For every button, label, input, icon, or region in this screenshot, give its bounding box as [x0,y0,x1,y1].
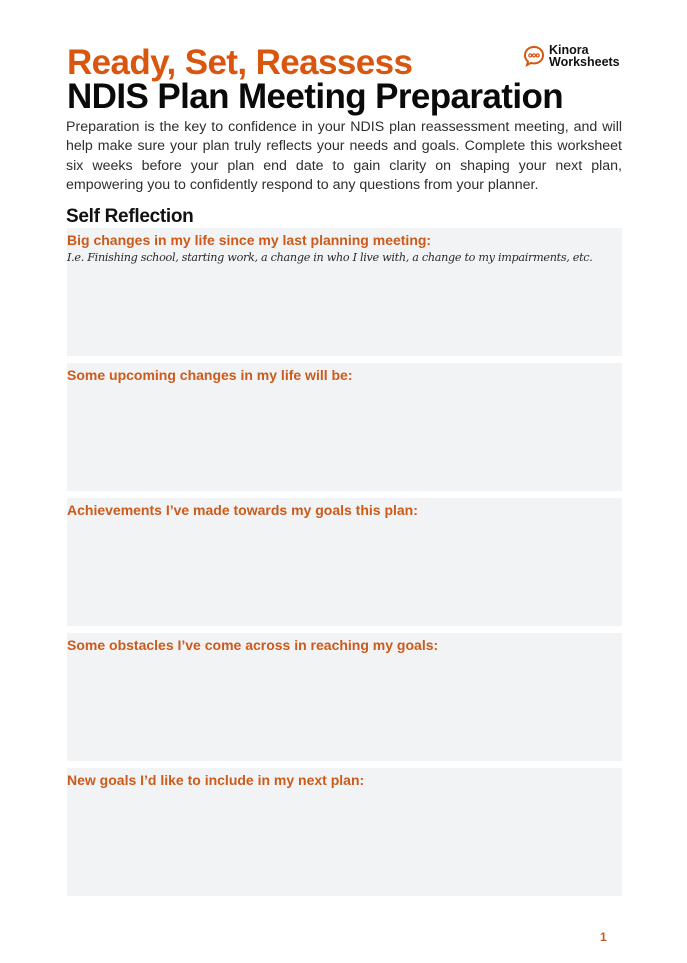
box-label: Achievements I’ve made towards my goals this plan: [67,502,418,518]
answer-box-obstacles[interactable] [67,633,622,761]
speech-bubble-icon [523,45,545,67]
answer-box-life-changes[interactable] [67,228,622,356]
page-number: 1 [600,930,607,944]
box-label: Some obstacles I’ve come across in reaching my goals: [67,637,439,653]
box-label: Some upcoming changes in my life will be: [67,367,353,383]
box-label: New goals I’d like to include in my next plan: [67,772,365,788]
answer-box-new-goals[interactable] [67,768,622,896]
answer-box-achievements[interactable] [67,498,622,626]
section-title: Self Reflection [66,206,194,227]
worksheet-subtitle: NDIS Plan Meeting Preparation [67,77,564,116]
worksheet-title: Ready, Set, Reassess [67,43,413,82]
logo-wordmark [549,44,620,68]
kinora-logo [523,44,620,68]
answer-box-upcoming-changes[interactable] [67,363,622,491]
logo-line-2: Worksheets [549,55,620,69]
logo-line-1: Kinora [549,43,589,57]
box-label: Big changes in my life since my last planning meeting: [67,232,432,248]
intro-paragraph: Preparation is the key to confidence in your NDIS plan reassessment meeting, and will help make sure your plan truly reflects your needs and goals. Complete this worksheet six weeks before your plan end date to gain clarity on shaping your next plan, empowering you to confidently respond to any questions from your planner. [66,119,622,194]
box-hint: I.e. Finishing school, starting work, a change in who I live with, a change to my impairments, etc. [67,251,593,264]
